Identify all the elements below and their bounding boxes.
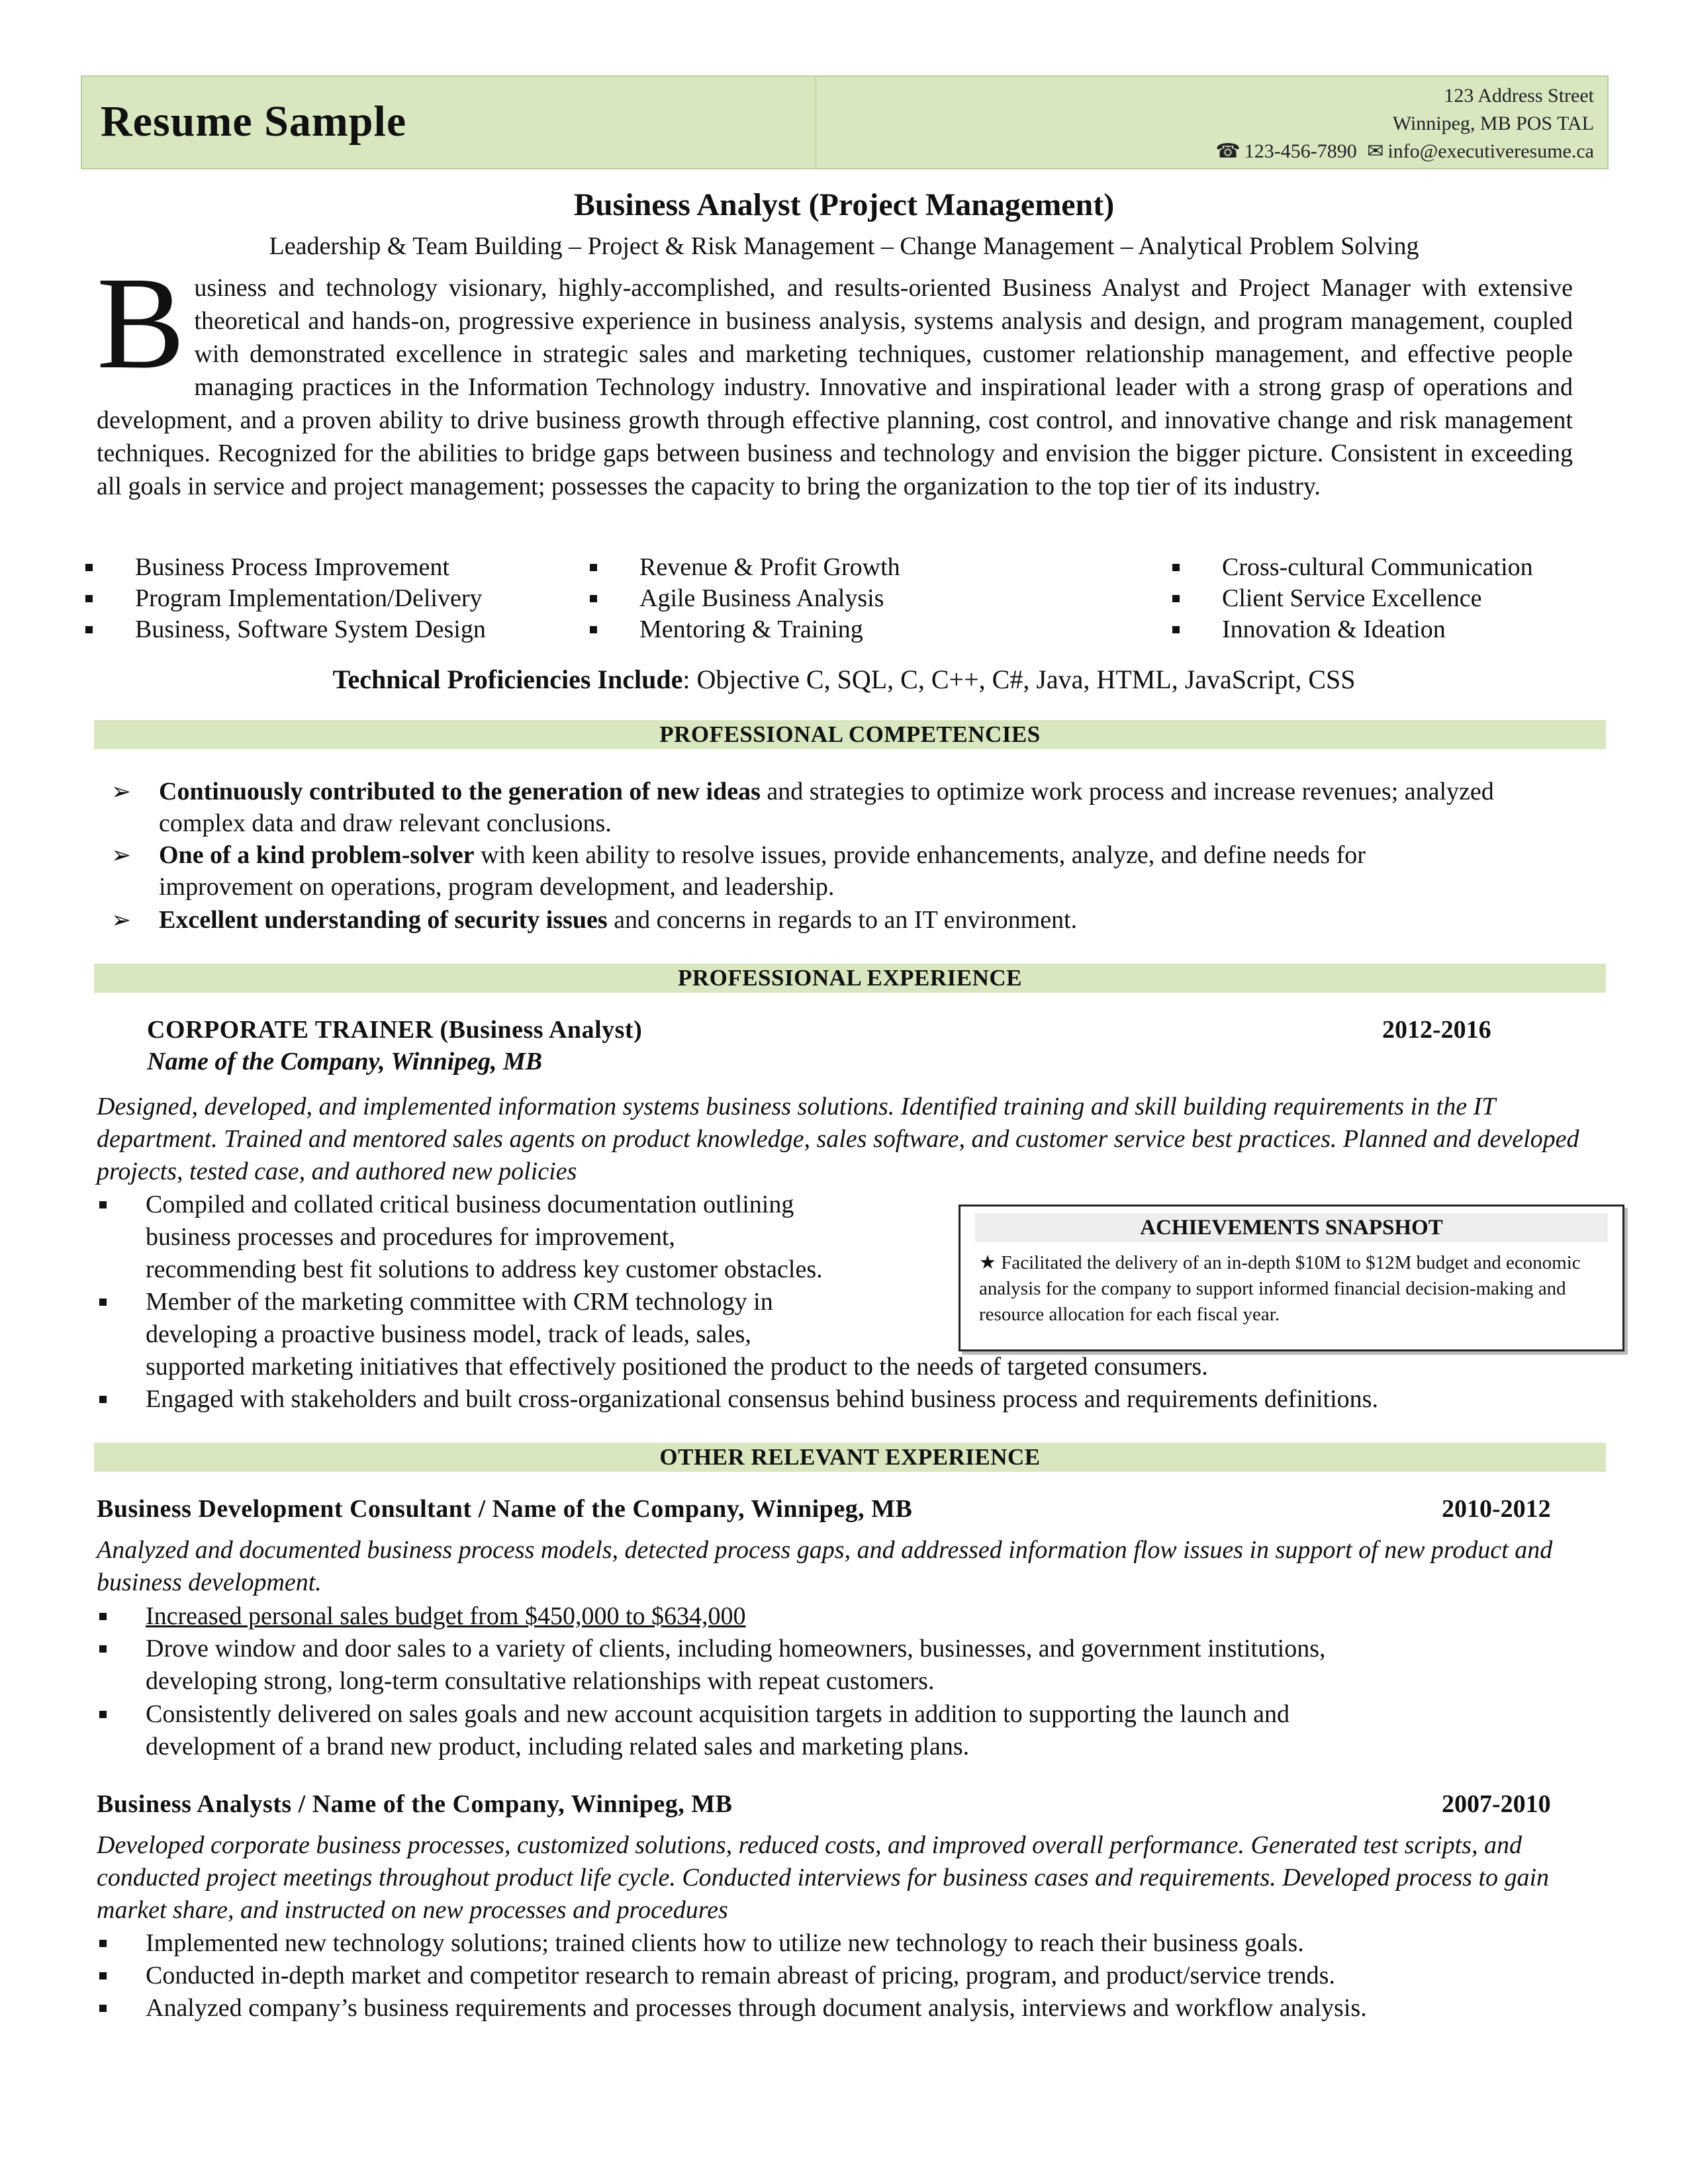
skill-item: Agile Business Analysis [639,583,900,614]
bullet-icon [99,1396,107,1403]
bullet-icon [99,1940,107,1947]
bullet-icon [85,564,93,571]
job-bullet: Compiled and collated critical business documentation outlining business processes and procedures for improvement, recommending best fit solutions to address key customer obstacles. [146,1189,823,1286]
job-bullet: Analyzed company’s business requirements and processes through document analysis, interviews and workflow analysis. [146,1992,1367,2025]
summary-text: usiness and technology visionary, highly-accomplished, and results-oriented Business Analyst and Project Manager with extensive theoretical and hands-on, progressive experience in business analysis, systems analysis and design, and program management, coupled with demonstrated excellence in strategic sales and marketing techniques, customer relationship management, and effective people managing practices in the Information Technology industry. Innovative and inspirational leader with a strong grasp of operations and development, and a proven ability to drive business growth through effective planning, cost control, and innovative change and risk management techniques. Recognized for the abilities to bridge gaps between business and technology and envision the bigger picture. Consistent in exceeding all goals in service and project management; possesses the capacity to bring the organization to the top tier of its industry. [97,274,1573,500]
competency-item: ➢ Excellent understanding of security issues and concerns in regards to an IT environment. [159,904,1496,936]
skill-item: Revenue & Profit Growth [639,552,900,583]
skill-item: Mentoring & Training [639,614,900,645]
bullet-icon [1172,564,1180,571]
achievements-heading: ACHIEVEMENTS SNAPSHOT [975,1213,1608,1242]
job-bullet: Conducted in-depth market and competitor research to remain abreast of pricing, program, and product/service trends. [146,1960,1335,1992]
bullet-icon [99,1298,107,1306]
competency-item: ➢ Continuously contributed to the generation of new ideas and strategies to optimize work process and increase revenues; analyzed complex data and draw relevant conclusions. [159,776,1496,839]
job-dates: 2012-2016 [1382,1016,1491,1044]
header-banner [81,75,1609,169]
bullet-icon [85,626,93,633]
job-description: Designed, developed, and implemented information systems business solutions. Identified training and skill building requirements in the IT department. Trained and mentored sales agents on product knowledge, sales software, and customer service best practices. Planned and developed projects, tested case, and authored new policies [97,1093,1579,1185]
bullet-icon [99,1613,107,1620]
job-bullet: Implemented new technology solutions; trained clients how to utilize new technology to reach their business goals. [146,1927,1304,1960]
skill-item: Cross-cultural Communication [1222,552,1533,583]
bullet-icon [99,1645,107,1653]
email-address[interactable]: info@executiveresume.ca [1387,140,1594,162]
job-bullet: Drove window and door sales to a variety of clients, including homeowners, businesses, and government institutions, developing strong, long-term consultative relationships with repeat customers. [146,1633,1326,1698]
bullet-icon [590,595,597,602]
technical-label: Technical Proficiencies Include [332,664,683,694]
section-heading-experience: PROFESSIONAL EXPERIENCE [94,964,1606,993]
arrow-bullet-icon: ➢ [111,907,132,933]
address-line-2: Winnipeg, MB POS TAL [1392,113,1594,134]
section-heading-competencies: PROFESSIONAL COMPETENCIES [94,720,1606,749]
contact-line [1215,138,1594,165]
job-role: CORPORATE TRAINER (Business Analyst) [147,1016,643,1044]
job-dates: 2010-2012 [1442,1495,1551,1523]
achievements-box [959,1205,1624,1351]
bullet-icon [590,564,597,571]
address-line-1: 123 Address Street [1444,85,1594,107]
arrow-bullet-icon: ➢ [111,778,132,805]
job-bullet: Member of the marketing committee with CRM technology in developing a proactive business model, track of leads, sales, supported marketing initiatives that effectively positioned the product to the needs of targeted consumers. [146,1286,1208,1383]
skills-column-2 [639,552,900,645]
job-bullet: Increased personal sales budget from $450,000 to $634,000 [146,1600,746,1633]
phone-icon: ☎ [1215,140,1241,162]
job-description: Developed corporate business processes, customized solutions, reduced costs, and improved overall performance. Generated test scripts, and conducted project meetings throughout product life cycle. Conducted interviews for business cases and requirements. Developed process to gain market share, and instructed on new processes and procedures [97,1831,1550,1924]
bullet-icon [99,1201,107,1208]
skills-column-3 [1222,552,1533,645]
skill-item: Business, Software System Design [135,614,486,645]
bullet-icon [85,595,93,602]
job-title: Business Analyst (Project Management) [573,187,1115,222]
achievements-text: ★ Facilitated the delivery of an in-depth $10M to $12M budget and economic analysis for the company to support informed financial decision-making and resource allocation for each fiscal year. [979,1252,1581,1325]
job-description: Analyzed and documented business process models, detected process gaps, and addressed information flow issues in support of new product and business development. [97,1536,1553,1596]
arrow-bullet-icon: ➢ [111,842,132,868]
contact-info [1215,82,1594,165]
skill-item: Business Process Improvement [135,552,486,583]
technical-value: : Objective C, SQL, C, C++, C#, Java, HTML, JavaScript, CSS [682,664,1356,694]
phone-number: 123-456-7890 [1244,140,1357,162]
skill-item: Client Service Excellence [1222,583,1533,614]
section-heading-other-experience: OTHER RELEVANT EXPERIENCE [94,1443,1606,1472]
header-divider [815,77,816,168]
technical-proficiencies [0,664,1688,695]
bullet-icon [99,1972,107,1979]
summary-dropcap: B [97,250,185,396]
bullet-icon [99,1711,107,1718]
job-bullet: Engaged with stakeholders and built cross-organizational consensus behind business process and requirements definitions. [146,1383,1378,1416]
skill-item: Program Implementation/Delivery [135,583,486,614]
page-title: Resume Sample [101,97,407,146]
job-role: Business Analysts / Name of the Company, Winnipeg, MB [97,1790,733,1818]
skills-column-1 [135,552,486,645]
summary-paragraph [97,250,1573,503]
job-company: Name of the Company, Winnipeg, MB [147,1048,543,1075]
keyword-line: Leadership & Team Building – Project & Risk Management – Change Management – Analytical Problem Solving [269,232,1419,260]
envelope-icon: ✉ [1367,140,1384,162]
bullet-icon [1172,595,1180,602]
job-bullet: Consistently delivered on sales goals and new account acquisition targets in addition to supporting the launch and development of a brand new product, including related sales and marketing plans. [146,1698,1289,1763]
competency-item: ➢ One of a kind problem-solver with keen ability to resolve issues, provide enhancements, analyze, and define needs for improvement on operations, program development, and leadership. [159,839,1496,903]
job-dates: 2007-2010 [1442,1790,1551,1818]
bullet-icon [99,2005,107,2012]
bullet-icon [590,626,597,633]
skill-item: Innovation & Ideation [1222,614,1533,645]
bullet-icon [1172,626,1180,633]
job-role: Business Development Consultant / Name of the Company, Winnipeg, MB [97,1495,913,1523]
